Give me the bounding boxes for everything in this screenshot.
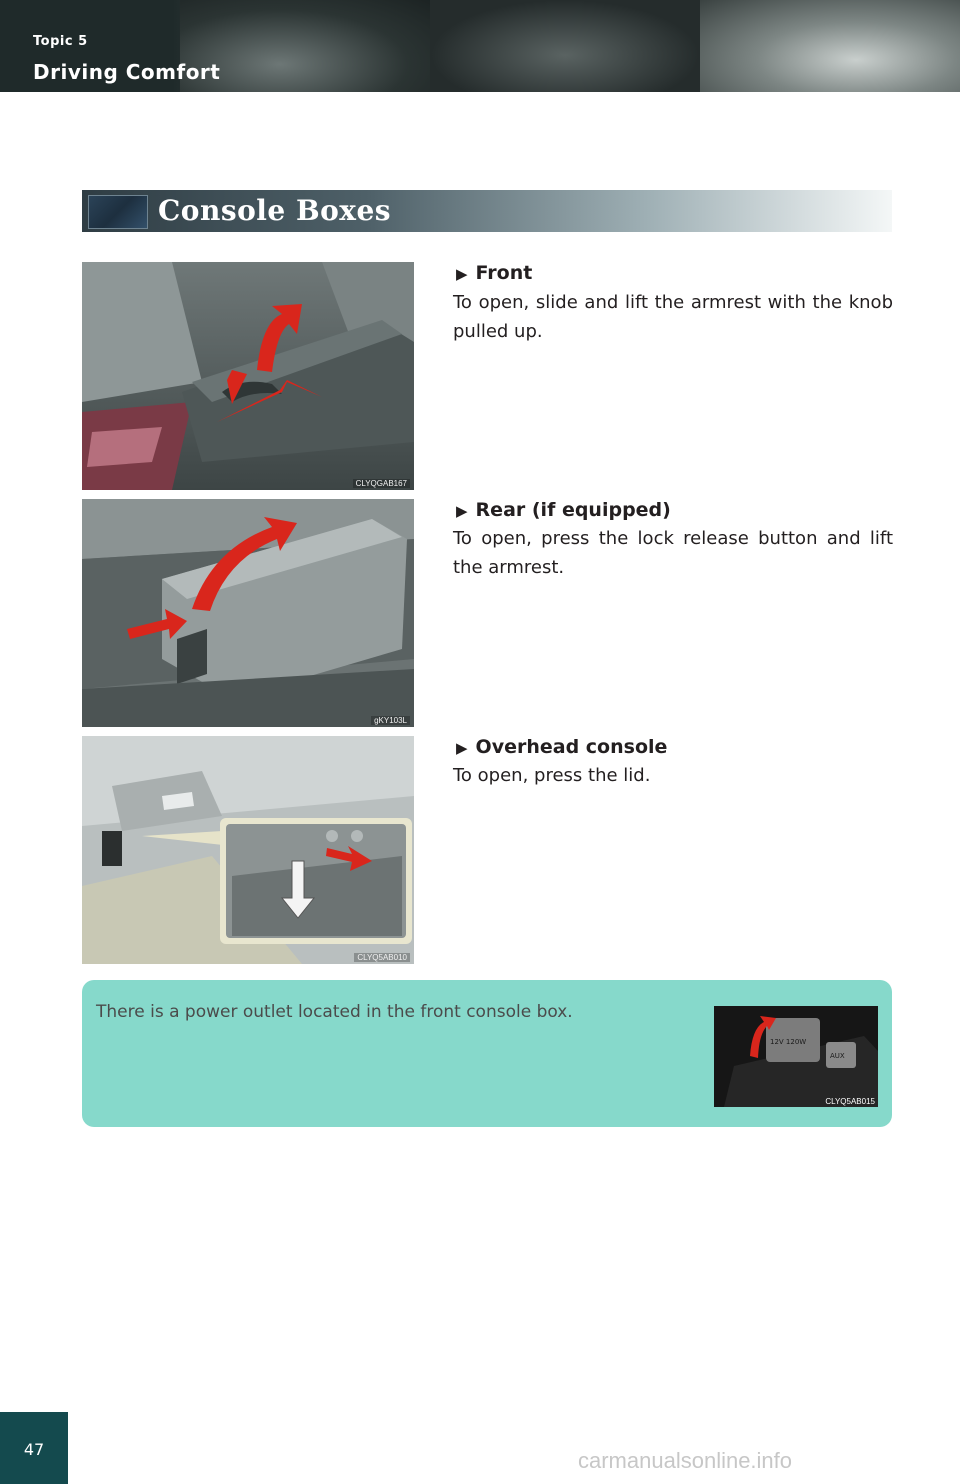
item-body-front: To open, slide and lift the armrest with the knob pulled up.: [453, 292, 893, 342]
overhead-console-photo: [82, 736, 414, 964]
watermark: carmanualsonline.info: [578, 1448, 793, 1473]
page-number: 47: [23, 1440, 45, 1459]
item-body-overhead: To open, press the lid.: [453, 765, 651, 786]
image-code: CLYQ5AB015: [825, 1097, 875, 1106]
item-title-text: Overhead console: [475, 736, 668, 758]
power-outlet-photo: [714, 1006, 878, 1107]
item-title-overhead: [456, 736, 667, 758]
item-title-front: [456, 262, 532, 284]
image-code: gKY103L: [371, 716, 410, 725]
image-code: CLYQ5AB010: [354, 953, 410, 962]
header-photo-car: [700, 0, 960, 92]
outlet-label: 12V 120W: [770, 1038, 807, 1046]
topic-label: Topic 5: [33, 34, 88, 49]
section-swatch: [88, 195, 148, 229]
page-number-box: [0, 1412, 68, 1484]
rear-armrest-photo: [82, 499, 414, 727]
front-armrest-photo: [82, 262, 414, 490]
item-title-rear: [456, 499, 671, 521]
triangle-bullet-icon: ▶: [456, 265, 468, 283]
note-text: There is a power outlet located in the front console box.: [96, 1002, 573, 1022]
item-body-rear: To open, press the lock release button and lift the armrest.: [453, 528, 893, 578]
note-box: [82, 980, 892, 1127]
aux-label: AUX: [830, 1052, 845, 1060]
triangle-bullet-icon: ▶: [456, 502, 468, 520]
item-title-text: Front: [475, 262, 533, 284]
topic-title: Driving Comfort: [33, 60, 221, 84]
section-title: Console Boxes: [158, 194, 392, 227]
header-photo-interior: [430, 0, 700, 92]
triangle-bullet-icon: ▶: [456, 739, 468, 757]
image-code: CLYQGAB167: [353, 479, 410, 488]
section-title-bar: [82, 190, 892, 232]
header-banner: [0, 0, 960, 92]
item-title-text: Rear (if equipped): [475, 499, 671, 521]
